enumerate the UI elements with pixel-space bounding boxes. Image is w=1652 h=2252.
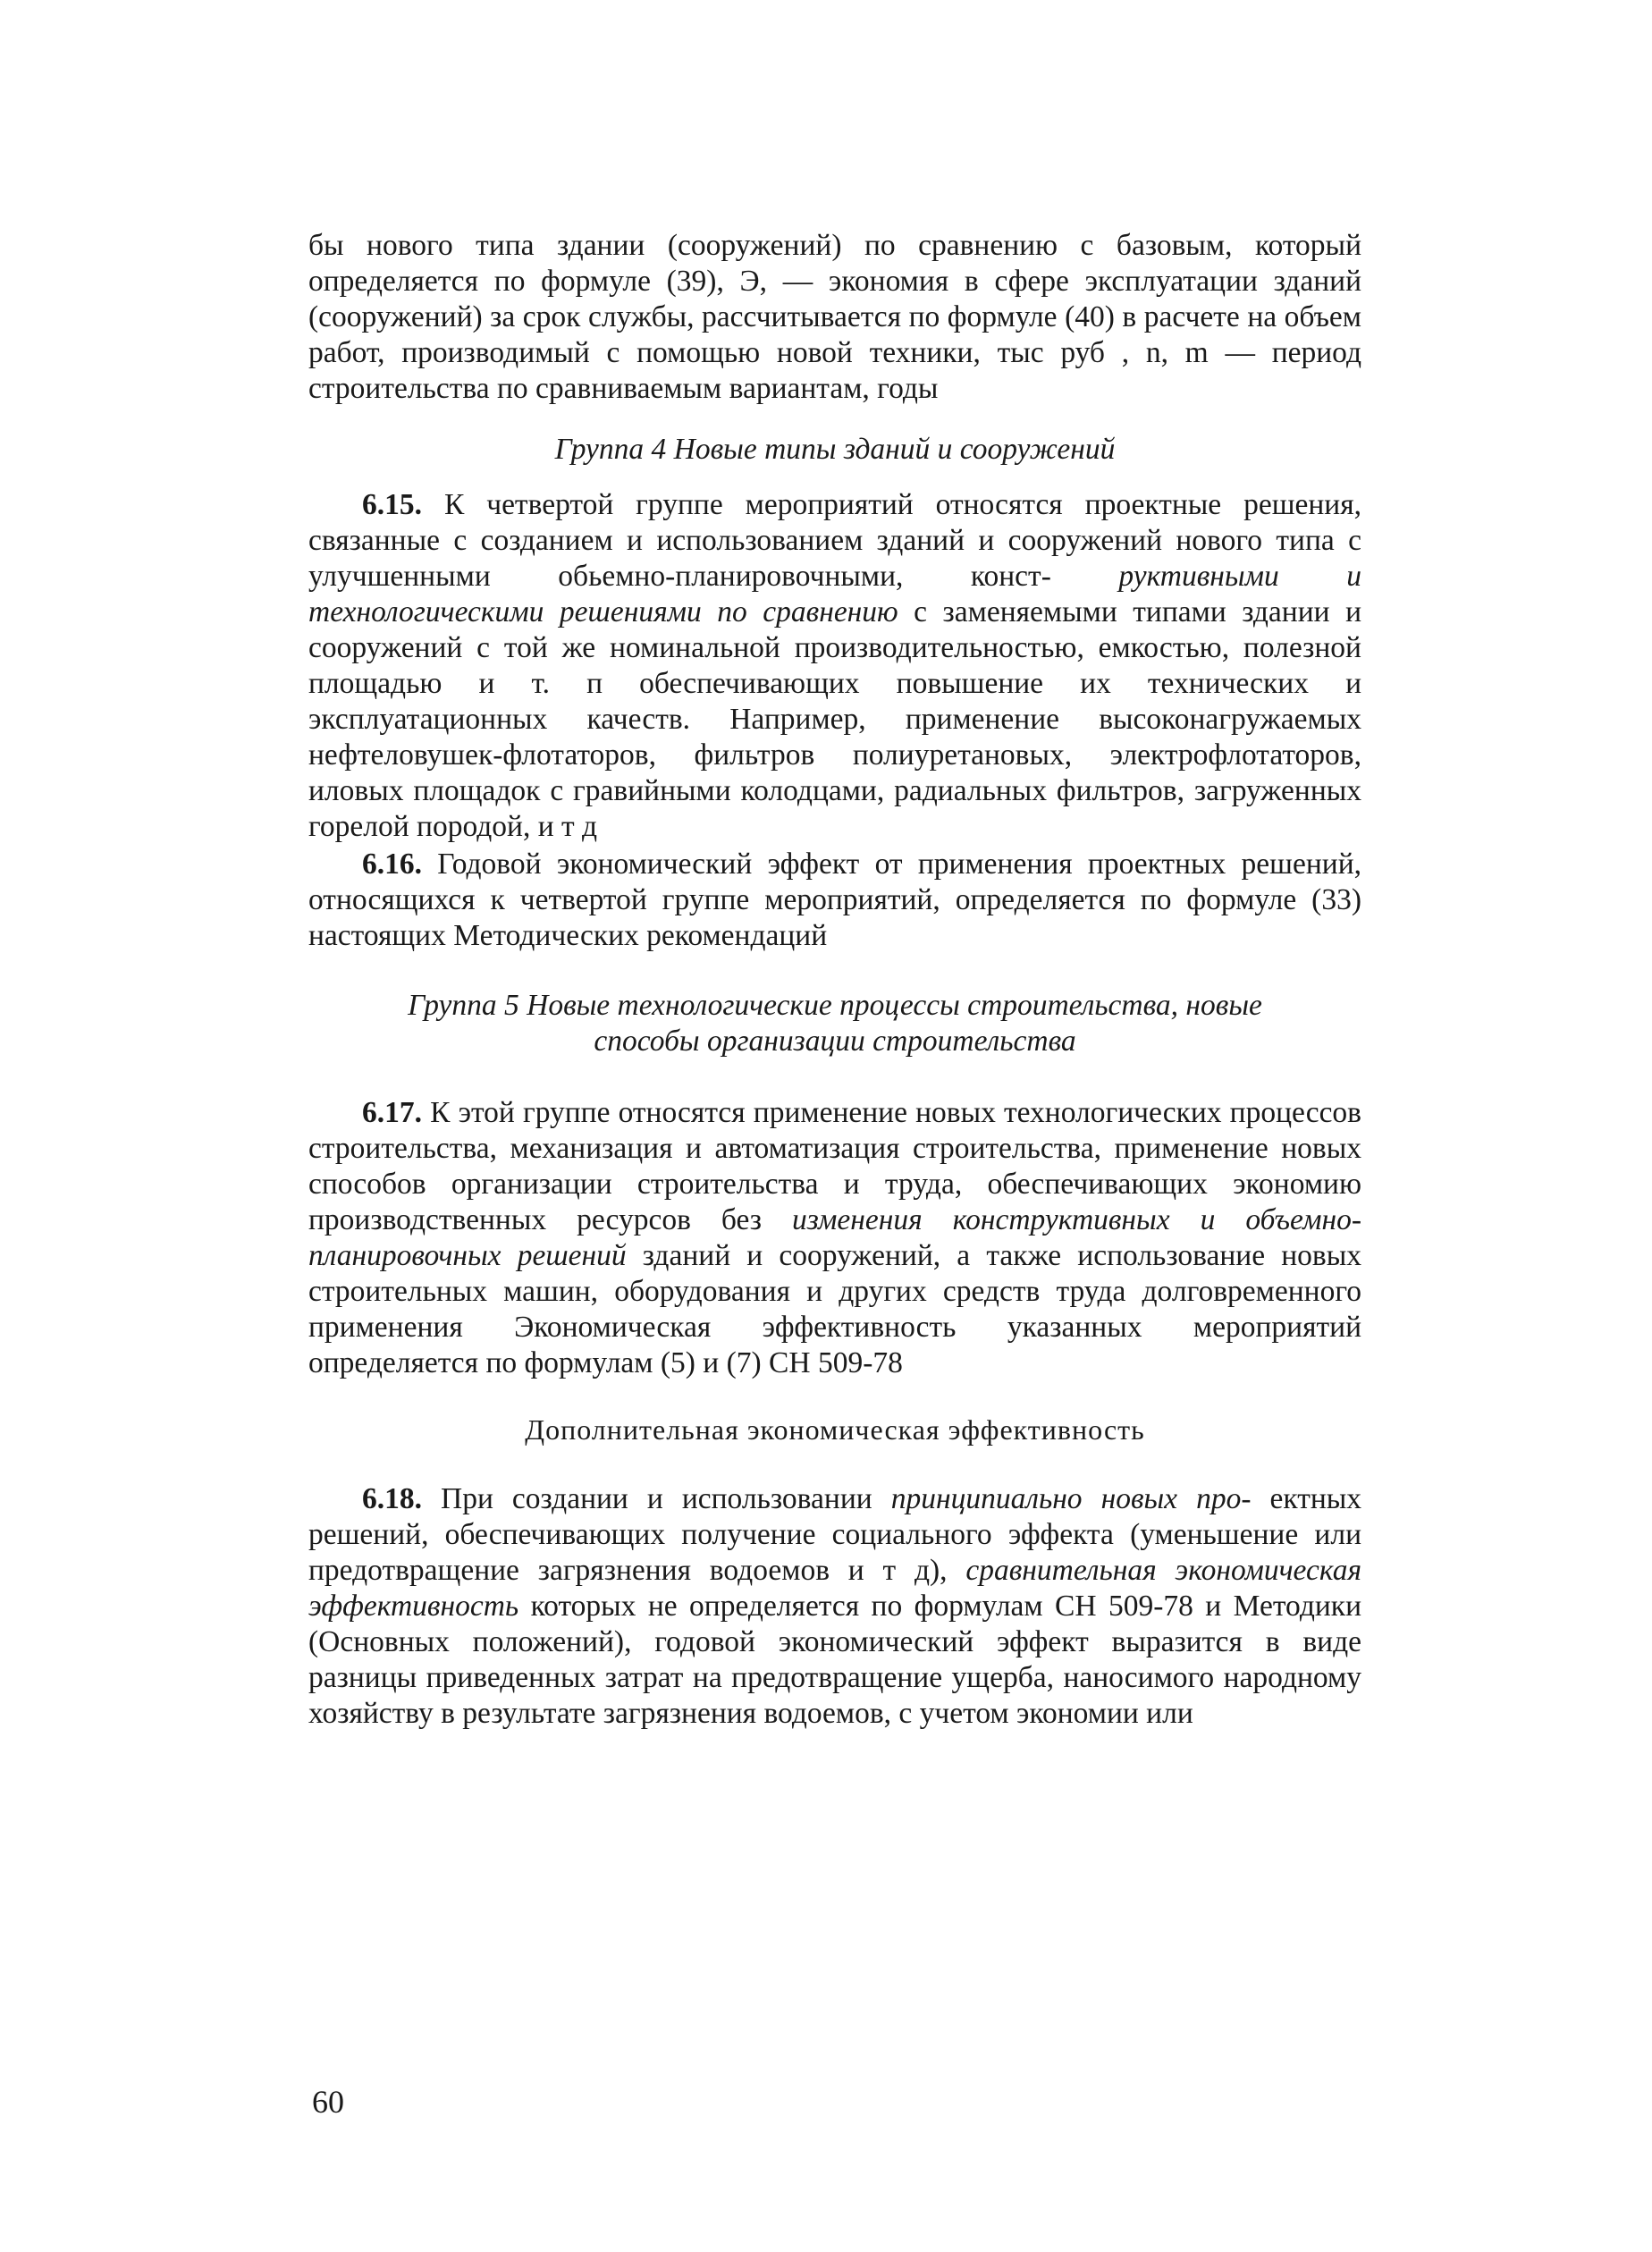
- paragraph-text: Годовой экономический эффект от применения проектных решений, относящихся к четвертой группе мероприятий, определяется по формуле (33) настоящих Методических рекомендаций: [308, 848, 1361, 952]
- paragraph-text: зданий и сооружений, а также использование новых строительных машин, оборудования и других средств труда долговременного применения Экономическая эффективность указанных мероприятий определяется по формулам (5) и (7) СН 509-78: [308, 1239, 1362, 1379]
- paragraph-text: ектных решений, обеспечивающих получение социального эффекта (уменьшение или предотвращение загрязнения водоемов и т д),: [308, 1482, 1362, 1587]
- heading-group-5: [308, 988, 1361, 1059]
- heading-group-5-line-1: Группа 5 Новые технологические процессы строительства, новые: [408, 989, 1262, 1022]
- paragraph-6-15: [308, 487, 1361, 845]
- paragraph-6-18: [308, 1481, 1361, 1732]
- section-number: 6.17.: [362, 1096, 422, 1129]
- paragraph-continuation: бы нового типа здании (сооружений) по сравнению с базовым, который определяется по формуле (39), Э, — экономия в сфере эксплуатации зданий (сооружений) за срок службы, рассчитывается по формуле (40) в расчете на объем работ, производимый с помощью новой техники, тыс руб , n, m — период строительства по сравниваемым вариантам, годы: [308, 229, 1361, 405]
- paragraph-emphasis: руктивными и технологическими решениями по сравнению: [308, 560, 1362, 628]
- paragraph-emphasis: сравнительная экономическая эффективность: [308, 1554, 1362, 1623]
- page-number: 60: [312, 2084, 344, 2120]
- paragraph-text: с заменяемыми типами здании и сооружений с той же номинальной производительностью, емкостью, полезной площадью и т. п обеспечивающих повышение их технических и эксплуатационных качеств. Например, применение высоконагружаемых нефтеловушек-флотаторов, фильтров полиуретановых, электрофлотаторов, иловых площадок с гравийными колодцами, радиальных фильтров, загруженных горелой породой, и т д: [308, 595, 1361, 843]
- paragraph-text: При создании и использовании: [441, 1482, 872, 1515]
- paragraph-text: К этой группе относятся применение новых технологических процессов строительства, механизация и автоматизация строительства, применение новых способов организации строительства и труда, обеспечивающих экономию производственных ресурсов без: [308, 1096, 1362, 1236]
- heading-additional-efficiency: Дополнительная экономическая эффективность: [525, 1413, 1145, 1446]
- heading-group-5-line-2: способы организации строительства: [594, 1025, 1076, 1058]
- heading-group-4: Группа 4 Новые типы зданий и сооружений: [554, 433, 1116, 466]
- section-number: 6.16.: [362, 848, 422, 881]
- paragraph-text: К четвертой группе мероприятий относятся проектные решения, связанные с созданием и использованием зданий и сооружений нового типа с улучшенными обьемно-планировочными, конст-: [308, 488, 1361, 593]
- paragraph-text: которых не определяется по формулам СН 509-78 и Методики (Основных положений), годовой экономический эффект выразится в виде разницы приведенных затрат на предотвращение ущерба, наносимого народному хозяйству в результате загрязнения водоемов, с учетом экономии или: [308, 1590, 1362, 1730]
- paragraph-emphasis: принципиально новых про-: [890, 1482, 1252, 1515]
- paragraph-6-16: [308, 847, 1361, 954]
- section-number: 6.18.: [362, 1482, 422, 1515]
- section-number: 6.15.: [362, 488, 422, 521]
- paragraph-emphasis: изменения конструктивных и объемно-планировочных решений: [308, 1203, 1361, 1272]
- page-body: [308, 228, 1361, 1732]
- paragraph-6-17: [308, 1095, 1361, 1381]
